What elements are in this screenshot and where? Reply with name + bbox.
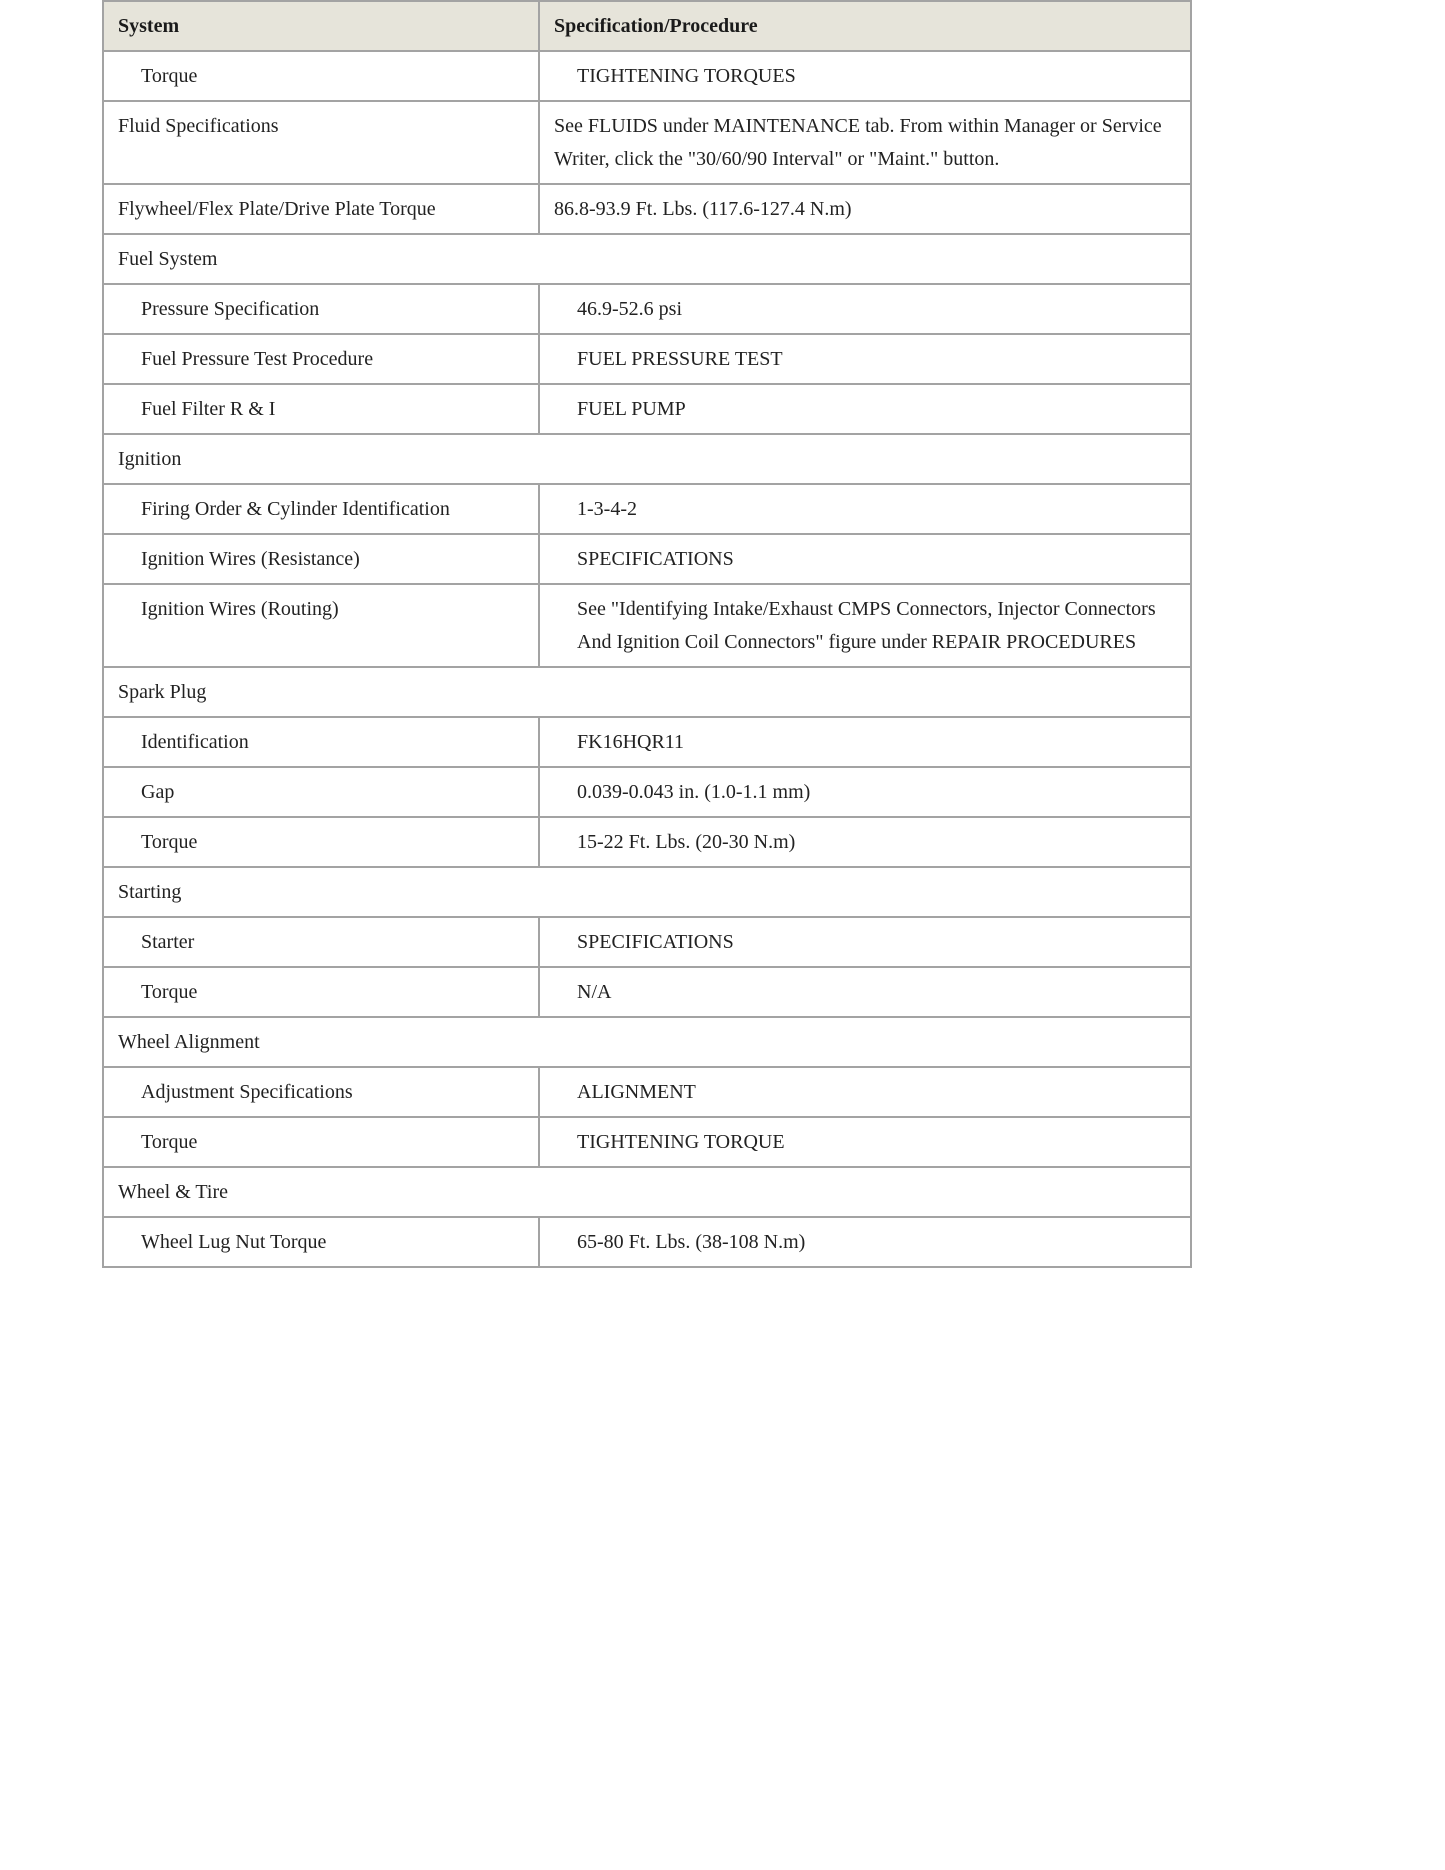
table-row	[103, 101, 1191, 184]
system-cell: Pressure Specification	[103, 284, 539, 334]
system-cell: Torque	[103, 51, 539, 101]
table-row	[103, 484, 1191, 534]
system-cell: Flywheel/Flex Plate/Drive Plate Torque	[103, 184, 539, 234]
section-row	[103, 1017, 1191, 1067]
table-row	[103, 184, 1191, 234]
system-cell: Identification	[103, 717, 539, 767]
specification-cell: 65-80 Ft. Lbs. (38-108 N.m)	[539, 1217, 1191, 1267]
system-cell: Fuel Filter R & I	[103, 384, 539, 434]
section-label: Wheel Alignment	[103, 1017, 1191, 1067]
specification-cell: 1-3-4-2	[539, 484, 1191, 534]
table-body	[103, 51, 1191, 1267]
specification-cell: FUEL PRESSURE TEST	[539, 334, 1191, 384]
section-label: Spark Plug	[103, 667, 1191, 717]
table-row	[103, 817, 1191, 867]
section-row	[103, 667, 1191, 717]
table-row	[103, 767, 1191, 817]
specification-cell: 0.039-0.043 in. (1.0-1.1 mm)	[539, 767, 1191, 817]
specification-cell: FUEL PUMP	[539, 384, 1191, 434]
system-cell: Wheel Lug Nut Torque	[103, 1217, 539, 1267]
section-row	[103, 234, 1191, 284]
specification-cell: 46.9-52.6 psi	[539, 284, 1191, 334]
specification-cell: TIGHTENING TORQUES	[539, 51, 1191, 101]
section-label: Ignition	[103, 434, 1191, 484]
system-cell: Gap	[103, 767, 539, 817]
system-cell: Firing Order & Cylinder Identification	[103, 484, 539, 534]
table-row	[103, 584, 1191, 667]
system-cell: Torque	[103, 817, 539, 867]
system-cell: Fuel Pressure Test Procedure	[103, 334, 539, 384]
section-row	[103, 867, 1191, 917]
system-cell: Adjustment Specifications	[103, 1067, 539, 1117]
table-row	[103, 1217, 1191, 1267]
system-cell: Ignition Wires (Resistance)	[103, 534, 539, 584]
table-row	[103, 1067, 1191, 1117]
table-row	[103, 384, 1191, 434]
specification-cell: 15-22 Ft. Lbs. (20-30 N.m)	[539, 817, 1191, 867]
table-row	[103, 1117, 1191, 1167]
specification-cell: See FLUIDS under MAINTENANCE tab. From within Manager or Service Writer, click the "30/60/90 Interval" or "Maint." button.	[539, 101, 1191, 184]
system-cell: Starter	[103, 917, 539, 967]
section-row	[103, 1167, 1191, 1217]
specification-cell: N/A	[539, 967, 1191, 1017]
section-row	[103, 434, 1191, 484]
system-cell: Torque	[103, 1117, 539, 1167]
system-cell: Torque	[103, 967, 539, 1017]
section-label: Wheel & Tire	[103, 1167, 1191, 1217]
column-header-system: System	[103, 1, 539, 51]
table-row	[103, 717, 1191, 767]
table-row	[103, 534, 1191, 584]
table-row	[103, 334, 1191, 384]
specification-cell: TIGHTENING TORQUE	[539, 1117, 1191, 1167]
system-cell: Fluid Specifications	[103, 101, 539, 184]
specification-cell: 86.8-93.9 Ft. Lbs. (117.6-127.4 N.m)	[539, 184, 1191, 234]
table-header-row	[103, 1, 1191, 51]
specifications-table	[102, 0, 1192, 1268]
section-label: Fuel System	[103, 234, 1191, 284]
table-row	[103, 284, 1191, 334]
table-row	[103, 51, 1191, 101]
section-label: Starting	[103, 867, 1191, 917]
specification-cell: SPECIFICATIONS	[539, 917, 1191, 967]
specification-cell: ALIGNMENT	[539, 1067, 1191, 1117]
table-row	[103, 917, 1191, 967]
specification-cell: See "Identifying Intake/Exhaust CMPS Connectors, Injector Connectors And Ignition Coil Connectors" figure under REPAIR PROCEDURES	[539, 584, 1191, 667]
specification-cell: FK16HQR11	[539, 717, 1191, 767]
column-header-specification: Specification/Procedure	[539, 1, 1191, 51]
system-cell: Ignition Wires (Routing)	[103, 584, 539, 667]
table-row	[103, 967, 1191, 1017]
specification-cell: SPECIFICATIONS	[539, 534, 1191, 584]
